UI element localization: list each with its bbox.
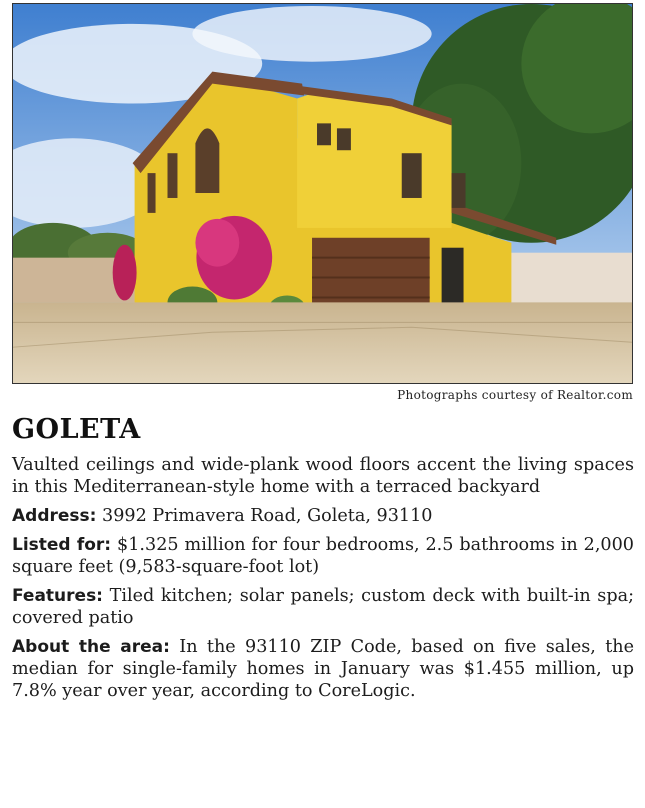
house-photo bbox=[12, 3, 633, 384]
address-label: Address: bbox=[12, 506, 97, 526]
features-value: Tiled kitchen; solar panels; custom deck with built-in spa; covered patio bbox=[12, 586, 634, 628]
photo-credit: Photographs courtesy of Realtor.com bbox=[397, 388, 633, 402]
area-value: In the 93110 ZIP Code, based on five sales, the median for single-family homes in January was $1.455 million, up 7.8% year over year, according to CoreLogic. bbox=[12, 637, 635, 701]
features-line bbox=[12, 585, 634, 629]
features-label: Features: bbox=[12, 586, 103, 606]
area-line bbox=[12, 636, 634, 702]
listing-description: Vaulted ceilings and wide-plank wood floors accent the living spaces in this Mediterranean-style home with a terraced backyard bbox=[12, 455, 634, 497]
address-value: 3992 Primavera Road, Goleta, 93110 bbox=[102, 506, 433, 526]
listed-value: $1.325 million for four bedrooms, 2.5 bathrooms in 2,000 square feet (9,583-square-foot lot) bbox=[12, 535, 634, 577]
area-label: About the area: bbox=[12, 637, 170, 657]
listed-line bbox=[12, 534, 634, 578]
listing-title: GOLETA bbox=[12, 414, 141, 445]
house-illustration bbox=[13, 4, 632, 383]
listing-body bbox=[12, 454, 634, 709]
address-line bbox=[12, 505, 634, 527]
listed-label: Listed for: bbox=[12, 535, 112, 555]
